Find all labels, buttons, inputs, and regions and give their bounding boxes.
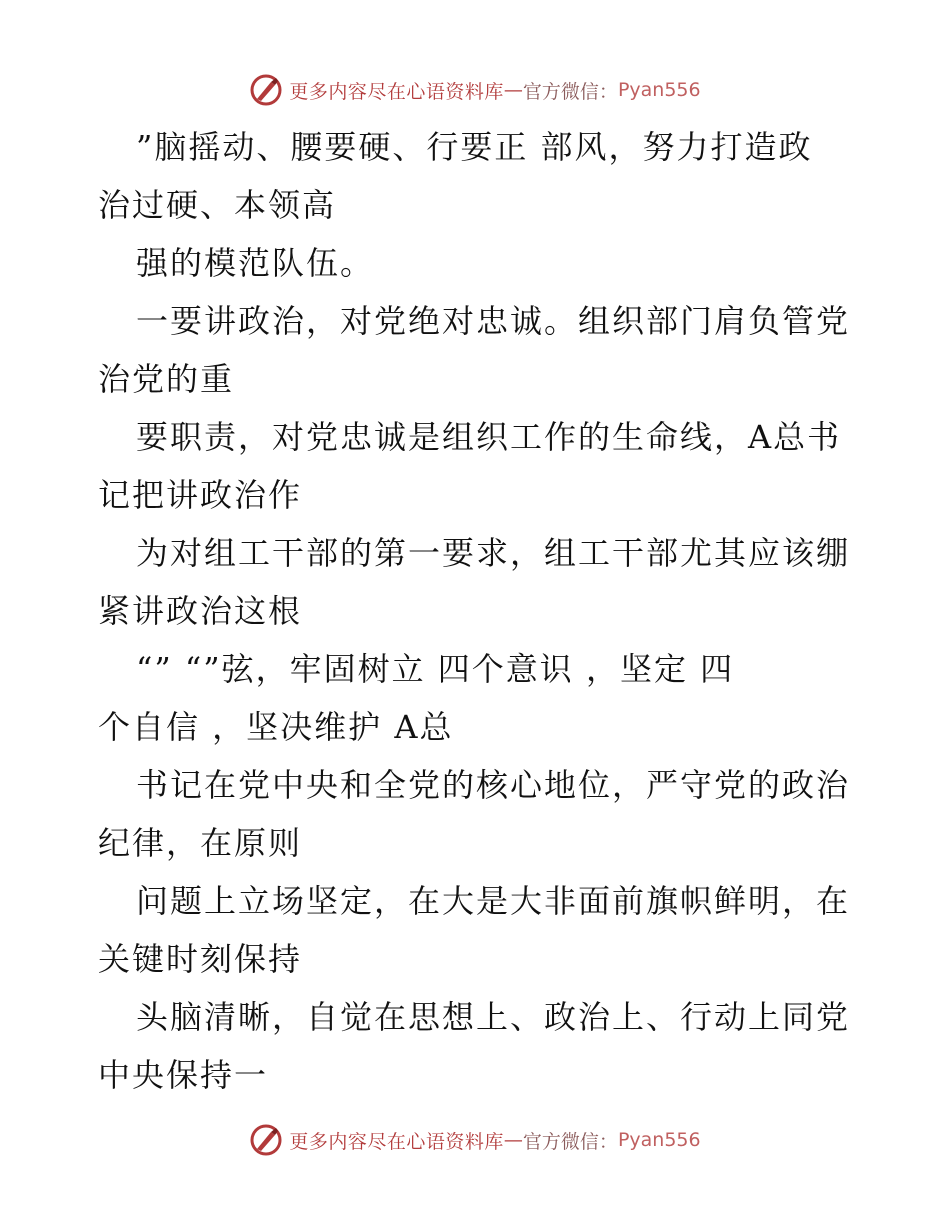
wechat-id: Pyan556: [617, 79, 701, 101]
footer-banner: [0, 1120, 950, 1160]
text-line: 强的模范队伍。: [136, 244, 375, 282]
text-line: 个自信 ，坚决维护 A总: [98, 708, 454, 746]
wechat-label: 官方微信：: [522, 1130, 618, 1153]
banner-text: 更多内容尽在心语资料库: [289, 80, 504, 103]
text-line: 一要讲政治，对党绝对忠诚。组织部门肩负管党: [136, 302, 851, 340]
text-line: 头脑清晰，自觉在思想上、政治上、行动上同党: [136, 998, 851, 1036]
wechat-label: 官方微信：: [522, 80, 618, 103]
text-line: 记把讲政治作: [98, 476, 303, 514]
text-line: 关键时刻保持: [98, 940, 303, 978]
header-banner: [0, 70, 950, 110]
wechat-id: Pyan556: [617, 1129, 701, 1151]
text-line: 问题上立场坚定，在大是大非面前旗帜鲜明，在: [136, 882, 851, 920]
text-line: 为对组工干部的第一要求，组工干部尤其应该绷: [136, 534, 851, 572]
text-line: “” “”弦，牢固树立 四个意识 ，坚定 四: [136, 650, 735, 688]
document-body: [98, 118, 858, 1104]
text-line: 治党的重: [98, 360, 235, 398]
banner-text: 更多内容尽在心语资料库: [289, 1130, 504, 1153]
text-line: ”脑摇动、腰要硬、行要正 部风，努力打造政: [136, 128, 813, 166]
quill-pen-circle-icon: [249, 73, 283, 107]
banner-separator: —: [503, 1129, 523, 1151]
text-line: 书记在党中央和全党的核心地位，严守党的政治: [136, 766, 851, 804]
banner-separator: —: [503, 79, 523, 101]
text-line: 要职责，对党忠诚是组织工作的生命线，A总书: [136, 418, 842, 456]
text-line: 中央保持一: [98, 1056, 269, 1094]
text-line: 治过硬、本领高: [98, 186, 337, 224]
text-line: 紧讲政治这根: [98, 592, 303, 630]
quill-pen-circle-icon: [249, 1123, 283, 1157]
text-line: 纪律，在原则: [98, 824, 303, 862]
